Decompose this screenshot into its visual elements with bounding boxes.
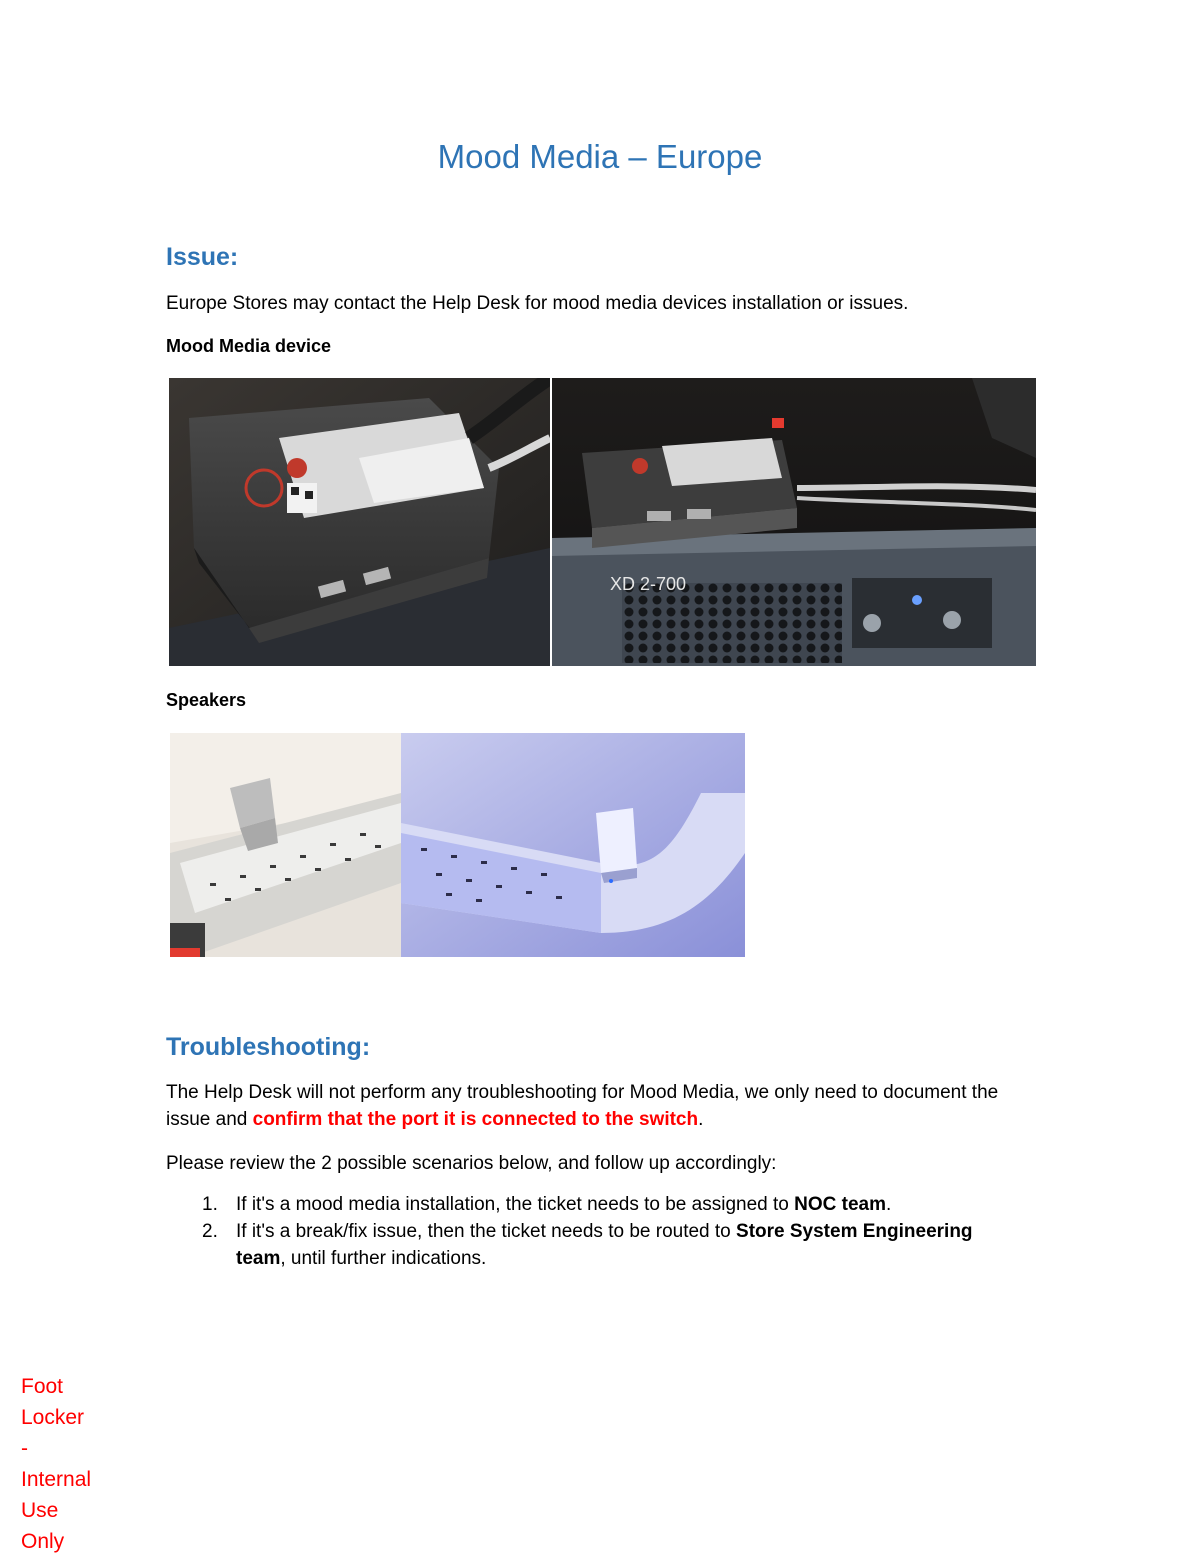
device-label: Mood Media device — [166, 336, 332, 356]
issue-heading: Issue: — [166, 243, 239, 271]
scenarios-intro: Please review the 2 possible scenarios below, and follow up accordingly: — [166, 1153, 777, 1174]
list-number: 1. — [202, 1194, 218, 1215]
list-item — [166, 1191, 1026, 1218]
troubleshooting-text: The Help Desk will not perform any troubleshooting for Mood Media, we only need to document the issue and — [166, 1082, 999, 1130]
list-item — [166, 1218, 1026, 1272]
troubleshooting-heading: Troubleshooting: — [166, 1033, 371, 1061]
list-number: 2. — [202, 1221, 218, 1242]
speaker-photo-1 — [170, 733, 401, 957]
issue-text: Europe Stores may contact the Help Desk for mood media devices installation or issues. — [166, 293, 909, 314]
speakers-label: Speakers — [166, 690, 247, 710]
list-text-end: , until further indications. — [280, 1248, 487, 1269]
list-text: If it's a mood media installation, the ticket needs to be assigned to — [236, 1194, 795, 1215]
mood-media-device-photo-2 — [552, 378, 1036, 666]
footer-classification: Foot Locker - Internal Use Only — [21, 1375, 92, 1553]
store-system-engineering-team: Store System Engineering team — [236, 1221, 973, 1269]
noc-team: NOC team — [794, 1194, 886, 1215]
scenarios-list — [166, 1191, 1026, 1272]
troubleshooting-paragraph — [166, 1079, 1026, 1133]
list-text: If it's a break/fix issue, then the ticket needs to be routed to — [236, 1221, 737, 1242]
confirm-port-highlight: confirm that the port it is connected to the switch — [252, 1109, 699, 1130]
amp-model-label: XD 2-700 — [610, 574, 687, 594]
page-title: Mood Media – Europe — [437, 138, 763, 175]
list-text-end: . — [885, 1194, 892, 1215]
speaker-photo-2 — [401, 733, 745, 957]
mood-media-device-photo-1 — [169, 378, 550, 666]
troubleshooting-text-end: . — [698, 1109, 704, 1130]
